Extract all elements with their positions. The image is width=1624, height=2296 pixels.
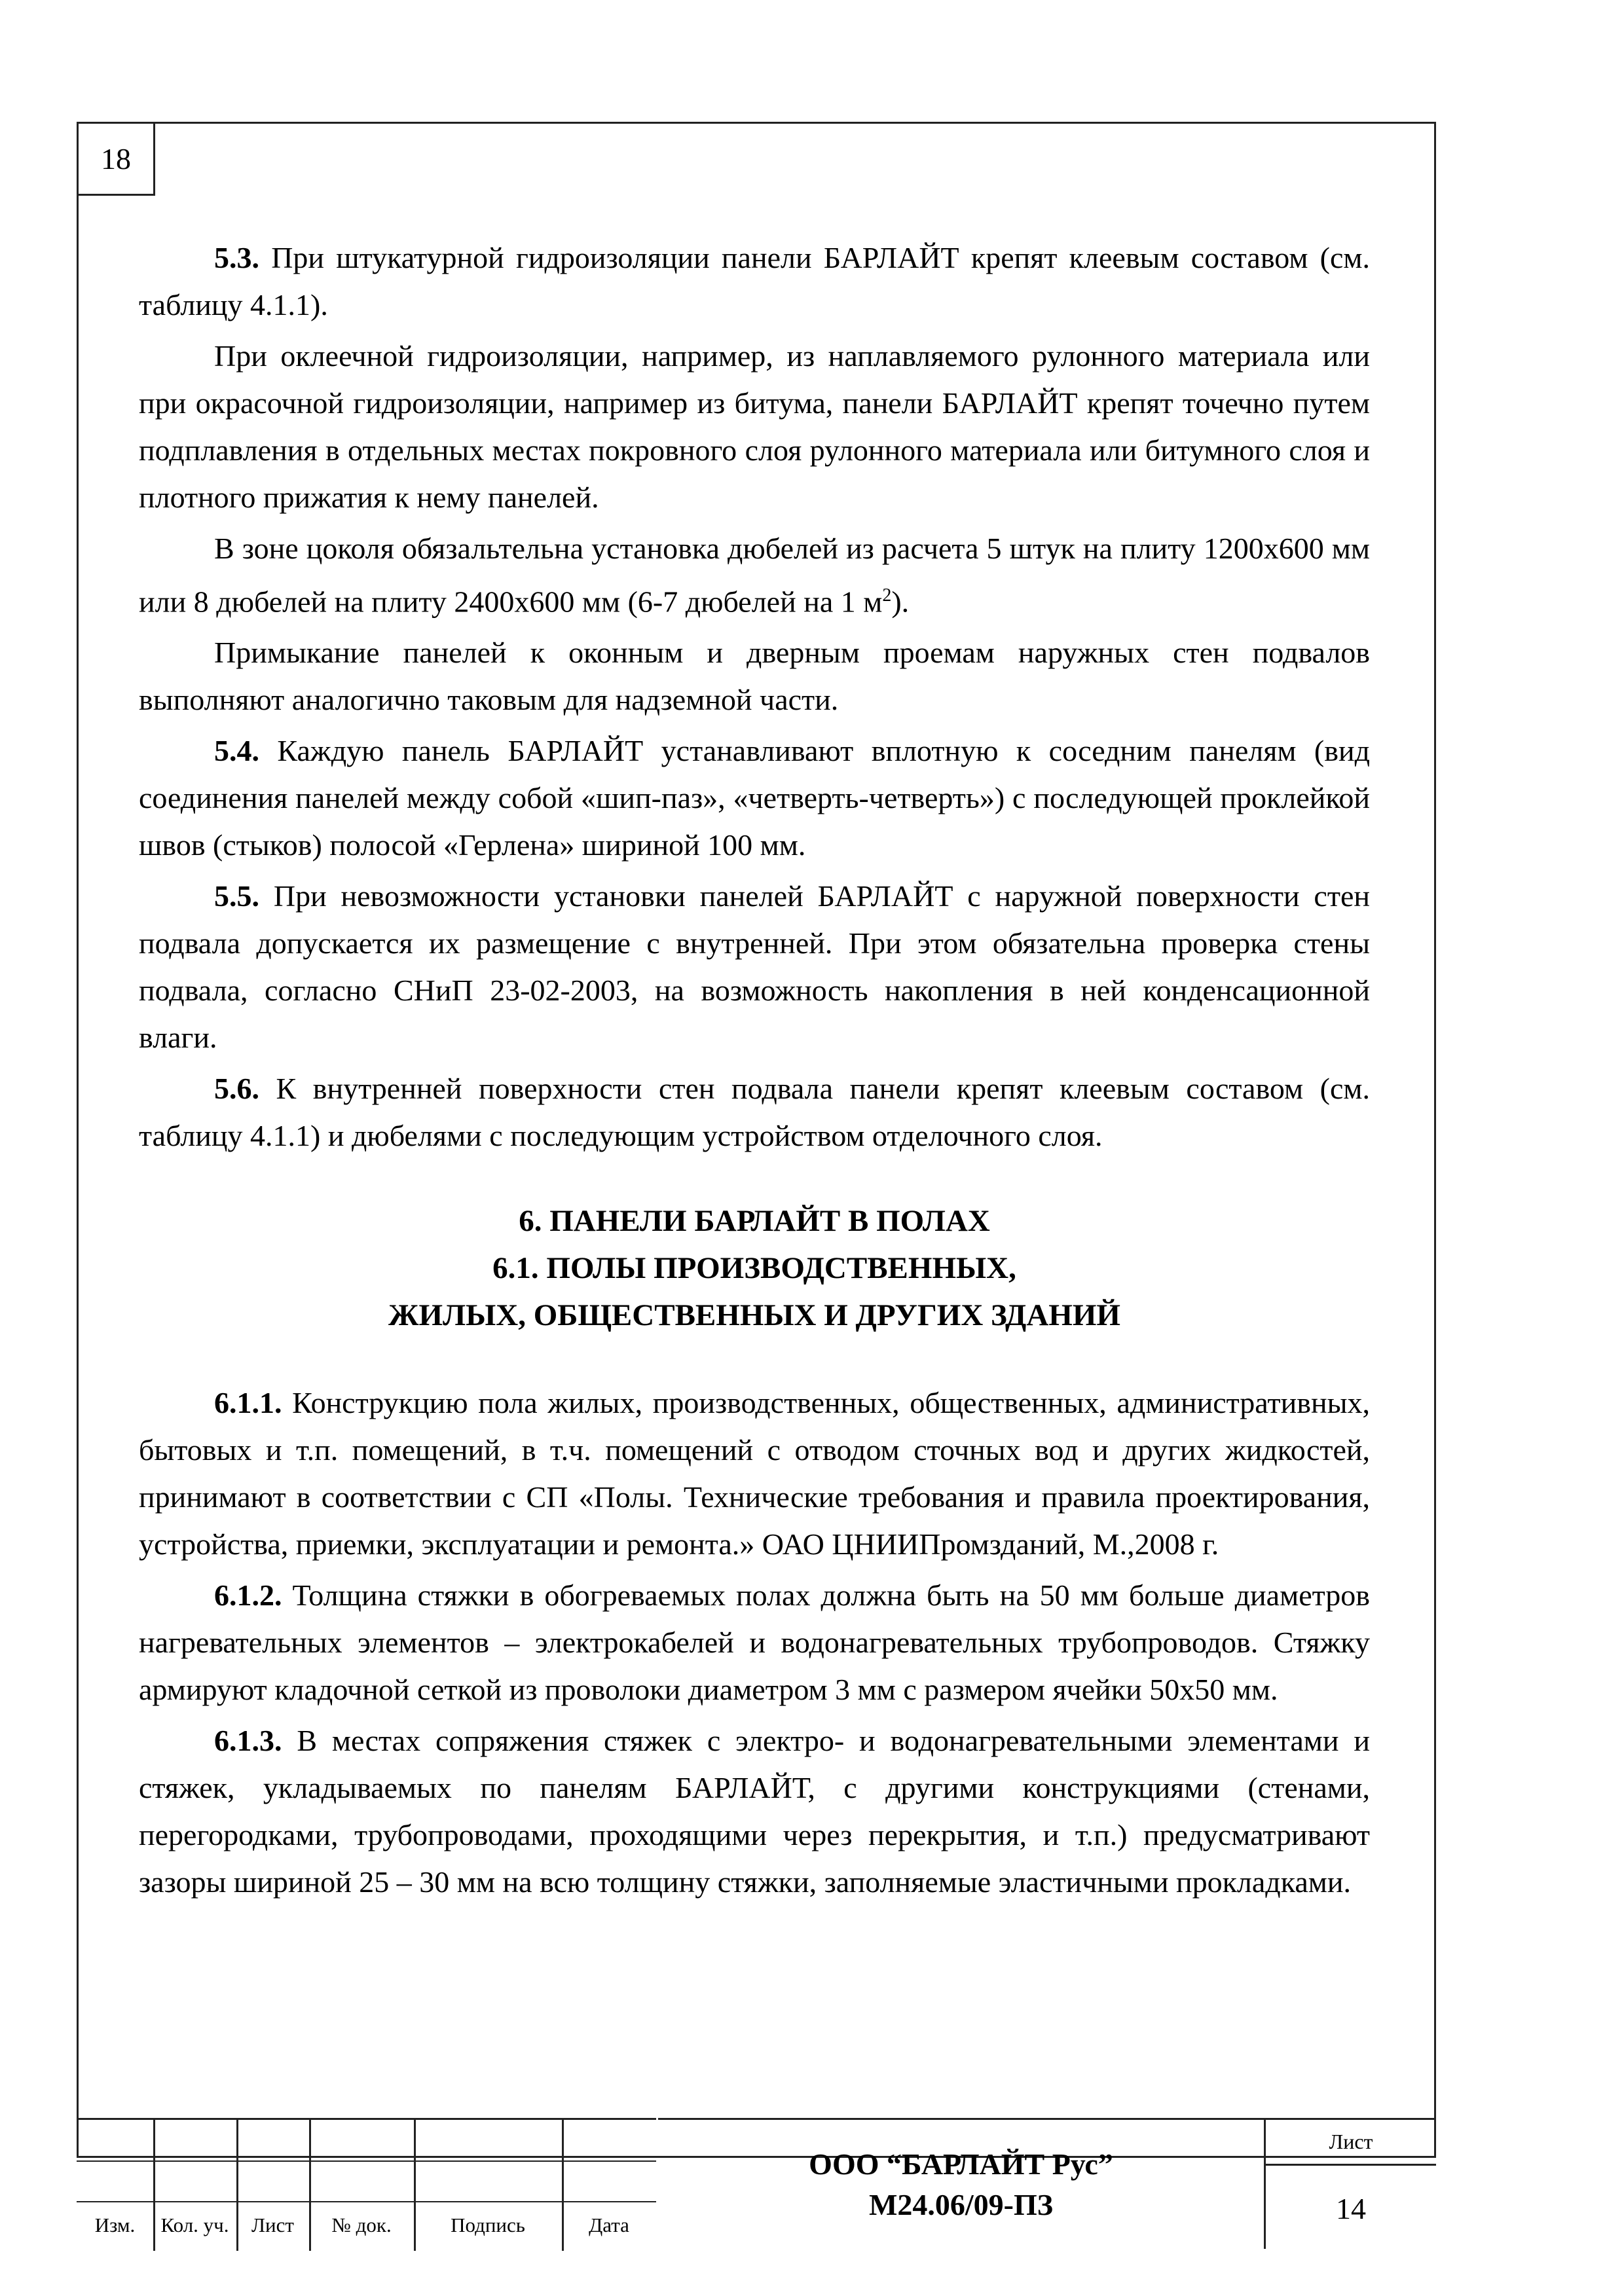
clause-number: 6.1.1. [214,1386,282,1420]
clause-number: 6.1.2. [214,1578,282,1613]
corner-number: 18 [101,142,131,175]
paragraph-text: В зоне цоколя обязальтельна установка дюбелей из расчета 5 штук на плиту 1200х600 мм или 8 дюбелей на плиту 2400х600 мм (6-7 дюбелей на 1 м [139,532,1370,619]
col-kol-label: Кол. уч. [160,2214,229,2236]
col-date-label: Дата [589,2214,629,2236]
paragraph-5-4 [139,727,1370,869]
heading-line: 6.1. ПОЛЫ ПРОИЗВОДСТВЕННЫХ, [492,1251,1016,1286]
section-heading [139,1197,1370,1339]
col-doc-label: № док. [331,2214,392,2236]
paragraph-text: ). [891,585,910,619]
heading-line: ЖИЛЫХ, ОБЩЕСТВЕННЫХ И ДРУГИХ ЗДАНИЙ [388,1298,1120,1333]
heading-line: 6. ПАНЕЛИ БАРЛАЙТ В ПОЛАХ [519,1204,990,1239]
paragraph-6-1-3 [139,1717,1370,1906]
paragraph-text: Примыкание панелей к оконным и дверным проемам наружных стен подвалов выполняют аналогично таковым для надземной части. [139,636,1370,717]
paragraph-text: К внутренней поверхности стен подвала панели крепят клеевым составом (см. таблицу 4.1.1) и дюбелями с последующим устройством отделочного слоя. [139,1072,1370,1153]
paragraph-text: При невозможности установки панелей БАРЛАЙТ с наружной поверхности стен подвала допускается их размещение с внутренней. При этом обязательна проверка стены подвала, согласно СНиП 23-02-2003, на возможность накопления в ней конденсационной влаги. [139,879,1370,1055]
paragraph-5-3 [139,234,1370,329]
clause-number: 5.5. [214,879,259,913]
document-code: М24.06/09-ПЗ [868,2187,1054,2221]
revision-grid [77,2118,656,2249]
col-sign-label: Подпись [451,2214,525,2236]
paragraph-text: В местах сопряжения стяжек с электро- и водонагревательными элементами и стяжек, укладываемых по панелям БАРЛАЙТ, с другими конструкциями (стенами, перегородками, трубопроводами, проходящими через перекрытия, и т.п.) предусматривают зазоры шириной 25 – 30 мм на всю толщину стяжки, заполняемые эластичными прокладками. [139,1724,1370,1899]
sheet-label: Лист [1266,2120,1436,2166]
paragraph-5-5 [139,873,1370,1061]
paragraph-text: Толщина стяжки в обогреваемых полах должна быть на 50 мм больше диаметров нагревательных элементов – электрокабелей и водонагревательных трубопроводов. Стяжку армируют кладочной сеткой из проволоки диаметром 3 мм с размером ячейки 50х50 мм. [139,1578,1370,1707]
paragraph [139,333,1370,521]
clause-number: 5.6. [214,1072,259,1106]
clause-number: 6.1.3. [214,1724,282,1758]
paragraph-6-1-2 [139,1572,1370,1713]
paragraph-5-6 [139,1065,1370,1159]
paragraph-6-1-1 [139,1379,1370,1568]
sheet-number: 14 [1336,2191,1366,2225]
clause-number: 5.4. [214,734,259,768]
document-designation [658,2118,1264,2249]
grid-row-line [77,2201,656,2202]
title-block [77,2118,1436,2249]
corner-page-number [77,122,155,196]
col-list-label: Лист [251,2214,294,2236]
paragraph-text: При оклеечной гидроизоляции, например, из наплавляемого рулонного материала или при окрасочной гидроизоляции, например из битума, панели БАРЛАЙТ крепят точечно путем подплавления в отдельных местах покровного слоя рулонного материала или битумного слоя и плотного прижатия к нему панелей. [139,339,1370,514]
grid-row-line [77,2160,656,2162]
paragraph [139,629,1370,723]
superscript: 2 [882,585,892,606]
paragraph-text: Конструкцию пола жилых, производственных, общественных, административных, бытовых и т.п. помещений, в т.ч. помещений с отводом сточных вод и других жидкостей, принимают в соответствии с СП «Полы. Технические требования и правила проектирования, устройства, приемки, эксплуатации и ремонта.» ОАО ЦНИИПромзданий, М.,2008 г. [139,1386,1370,1561]
sheet-cell [1264,2118,1436,2249]
document-body [139,234,1370,1910]
paragraph [139,525,1370,625]
col-izm-label: Изм. [94,2214,136,2236]
organization-name: ООО “БАРЛАЙТ Рус” [809,2147,1113,2181]
clause-number: 5.3. [214,241,259,274]
paragraph-text: При штукатурной гидроизоляции панели БАРЛАЙТ крепят клеевым составом (см. таблицу 4.1.1). [139,241,1370,321]
paragraph-text: Каждую панель БАРЛАЙТ устанавливают вплотную к соседним панелям (вид соединения панелей между собой «шип-паз», «четверть-четверть») с последующей проклейкой швов (стыков) полосой «Герлена» шириной 100 мм. [139,734,1370,862]
